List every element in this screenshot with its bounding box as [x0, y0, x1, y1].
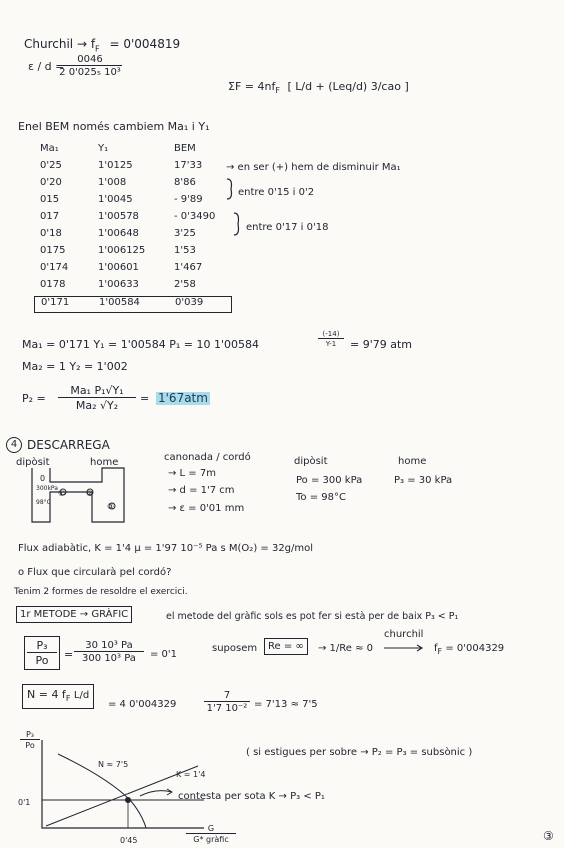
graph-x-tick: 0'45	[120, 836, 138, 845]
sketch-label: 300kPa	[36, 485, 58, 492]
ratio-box: $\frac{\text{P₃}}{Po}$	[24, 636, 60, 670]
n-factor-box: N = 4 $f_F$ L/d	[22, 684, 94, 709]
canonada-roughness: → ε = 0'01 mm	[168, 503, 245, 514]
p2-equals: =	[140, 392, 150, 405]
table-row: 0'25 1'0125 17'33	[40, 160, 203, 171]
table-row-final: 0'171 1'00584 0'039	[34, 296, 232, 313]
bem-table	[38, 143, 258, 313]
home-title: home	[398, 456, 427, 467]
table-row: 0'18 1'00648 3'25	[40, 228, 196, 239]
p2-label: P₂ =	[22, 392, 46, 405]
graph-note: ( si estigues per sobre → P₂ = P₃ = subsònic )	[246, 747, 473, 758]
sketch-label: 98°C	[36, 499, 51, 506]
metode-text: el metode del gràfic sols es pot fer si està per de baix P₃ < P₁	[166, 611, 459, 622]
table-row: 0175 1'006125 1'53	[40, 245, 196, 256]
sketch-label: ②	[86, 489, 94, 498]
table-note-decrease: → en ser (+) hem de disminuir Ma₁	[226, 162, 401, 173]
brace-icon	[232, 212, 242, 236]
ratio-fraction: $\frac{\text{30 10³ Pa}}{\text{300 10³ Pa}}$	[74, 640, 144, 664]
churchil-label: churchil	[384, 629, 424, 640]
sketch-label-diposit: dipòsit	[16, 457, 50, 468]
friction-formula: $\Sigma F = 4nf_F$ [ L/d + (Leq/d) 3/cao ]	[228, 80, 409, 96]
graph-arrow-label: contesta per sota K → P₃ < P₁	[178, 791, 325, 802]
exponent-fraction: $\frac{(-14)}{Y-1}$	[318, 330, 344, 348]
home-pressure: P₃ = 30 kPa	[394, 475, 453, 486]
table-row: 0178 1'00633 2'58	[40, 279, 196, 290]
table-header: Ma₁ Y₁ BEM	[40, 143, 196, 154]
flux-intro: Tenim 2 formes de resoldre el exercici.	[14, 587, 188, 597]
ratio-eq: =	[64, 648, 74, 661]
graph-ylabel: $\frac{\text{P₃}}{Po}$	[20, 730, 40, 750]
table-row: 017 1'00578 - 0'3490	[40, 211, 216, 222]
p2-fraction: $\frac{\text{Ma₁ P₁√Y₁}}{\text{Ma₂ √Y₂}}$	[58, 384, 136, 412]
suposem-label: suposem	[212, 643, 258, 654]
flux-question: o Flux que circularà pel cordó?	[18, 567, 172, 578]
table-row: 015 1'0045 - 9'89	[40, 194, 203, 205]
table-note-range2: entre 0'17 i 0'18	[246, 222, 329, 233]
metode-box: 1r METODE → GRÀFIC	[16, 606, 132, 623]
graph-xlabel: G G* gràfic	[186, 824, 236, 844]
section-title: DESCARREGA	[27, 438, 110, 452]
sketch-label-home: home	[90, 457, 119, 468]
sketch-label: 0	[40, 474, 46, 483]
section-number: 4	[6, 437, 22, 453]
page-number: ③	[543, 829, 554, 843]
graph-k-label: K = 1'4	[176, 770, 206, 779]
re-infinity-box: Re = ∞	[264, 638, 308, 655]
diposit-title: dipòsit	[294, 456, 328, 467]
canonada-length: → L = 7m	[168, 468, 216, 479]
n-factor-value: = 7'13 ≈ 7'5	[254, 699, 318, 710]
graph-y-tick: 0'1	[18, 798, 31, 807]
re-arrow: → 1/Re ≈ 0	[318, 643, 374, 654]
graph-curve-label: N ≈ 7'5	[98, 760, 129, 769]
p2-result: 1'67atm	[158, 391, 208, 405]
arrow-icon	[140, 786, 176, 798]
arrow-icon	[384, 644, 426, 652]
ratio-value: = 0'1	[150, 649, 178, 660]
ff-result: $f_F = 0'004329$	[434, 643, 505, 656]
result-line-2: Ma₂ = 1 Y₂ = 1'002	[22, 360, 128, 373]
table-note-range1: entre 0'15 i 0'2	[238, 187, 315, 198]
n-factor-eq: = 4 0'004329	[108, 699, 177, 710]
brace-icon	[225, 178, 235, 200]
diposit-pressure: Po = 300 kPa	[296, 475, 363, 486]
flow-graph	[38, 738, 208, 832]
n-factor-fraction: $\frac{7}{\text{1'7 10⁻²}}$	[204, 690, 250, 714]
canonada-diameter: → d = 1'7 cm	[168, 485, 235, 496]
result-p1: = 9'79 atm	[350, 338, 412, 351]
table-row: 0'20 1'008 8'86	[40, 177, 196, 188]
epsilon-label: ε / d =	[28, 60, 65, 73]
bem-intro: Enel BEM només cambiem Ma₁ i Y₁	[18, 120, 210, 133]
diposit-temperature: To = 98°C	[296, 492, 346, 503]
canonada-title: canonada / cordó	[164, 452, 251, 463]
churchill-line: Churchil → $f_F = 0'004819$	[24, 37, 181, 54]
table-row: 0'174 1'00601 1'467	[40, 262, 203, 273]
epsilon-fraction: $\frac{0046}{\text{2 0'025₅ 10³}}$	[59, 54, 121, 78]
sketch-label: ①	[58, 489, 66, 498]
result-line-1: Ma₁ = 0'171 Y₁ = 1'00584 P₁ = 10 1'00584	[22, 338, 259, 351]
flux-line-1: Flux adiabàtic, K = 1'4 μ = 1'97 10⁻⁵ Pa s M(O₂) = 32g/mol	[18, 543, 314, 554]
sketch-label: ③	[107, 502, 115, 511]
